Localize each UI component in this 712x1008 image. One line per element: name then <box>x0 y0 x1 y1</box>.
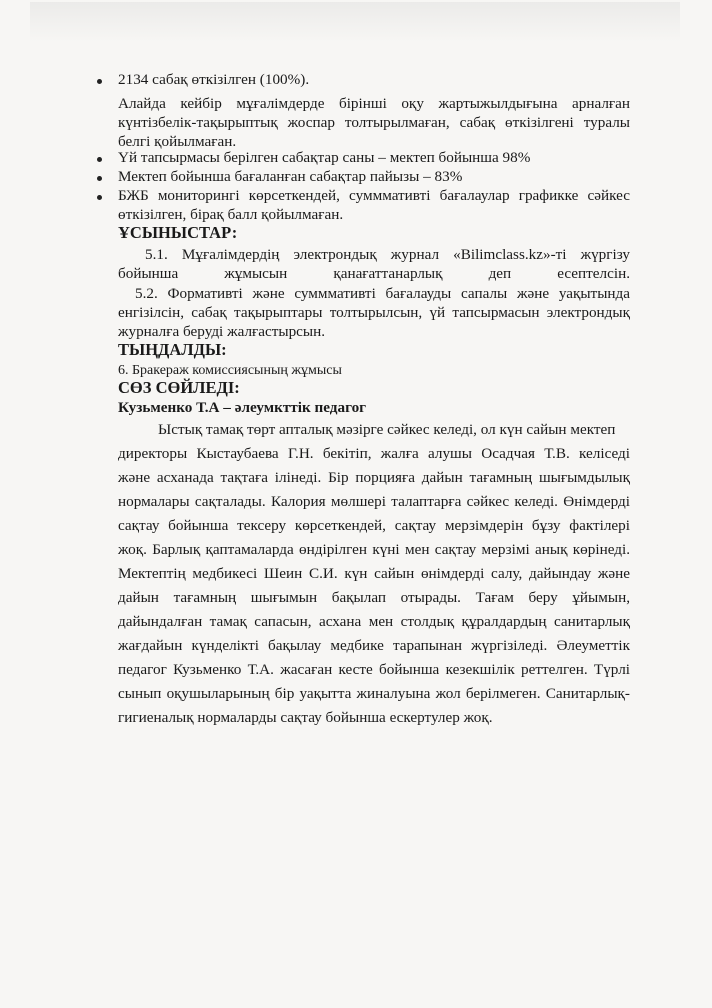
text-line: бойынша жұмысын қанағаттанарлық деп есептелсін. <box>118 265 630 282</box>
text-line: жағдайын күнделікті бақылау медбике тарапынан жүргізіледі. Әлеуметтік <box>118 637 630 654</box>
recommendation-5-1: 5.1. Мұғалімдердің электрондық журнал «Bilimclass.kz»-ті жүргізу <box>145 246 630 263</box>
bullet-graded-lessons: Мектеп бойынша бағаланған сабақтар пайызы – 83% <box>118 168 463 185</box>
bullet-icon <box>97 79 102 84</box>
bullet-homework: Үй тапсырмасы берілген сабақтар саны – мектеп бойынша 98% <box>118 149 531 166</box>
text-line: педагог Кузьменко Т.А. жасаған кесте бойынша кезекшілік реттелген. Түрлі <box>118 661 630 678</box>
bullet-icon <box>97 157 102 162</box>
text-line: журналға беруді жалғастырсын. <box>118 323 326 340</box>
heading-recommendations: ҰСЫНЫСТАР: <box>118 223 238 242</box>
text-line: жоқ. Барлық қаптамаларда өндірілген күні мен сақтау мерзімі анық көрінеді. <box>118 541 630 558</box>
text-line: сақтау бойынша тексеру көрсеткендей, сақтау мерзімдерін бұзу фактілері <box>118 517 630 534</box>
bullet-monitoring: БЖБ мониторингі көрсеткендей, сумммативті бағалаулар графикке сәйкес <box>118 187 630 204</box>
text-line: директоры Кыстаубаева Г.Н. бекітіп, жалға алушы Осадчая Т.В. келіседі <box>118 445 630 462</box>
bullet-icon <box>97 176 102 181</box>
bullet-icon <box>97 195 102 200</box>
text-line: және асханада тақтаға ілінеді. Бір порцияға дайын тағамның шығымдылық <box>118 469 630 486</box>
text-line: дайын тағамның шығымын бақылап отырады. Тағам беру ұйымын, <box>118 589 630 606</box>
text-line: өткізілген, бірақ балл қойылмаған. <box>118 206 344 223</box>
speaker-name: Кузьменко Т.А – әлеумкттік педагог <box>118 399 367 416</box>
text-line: Ыстық тамақ төрт апталық мәзірге сәйкес келеді, ол күн сайын мектеп <box>158 421 616 438</box>
text-line: дайындалған тамақ сапасын, асхана мен столдық құралдардың санитарлық <box>118 613 630 630</box>
text-line: енгізілсін, сабақ тақырыптары толтырылсын, үй тапсырмасын электрондық <box>118 304 630 321</box>
text-line: Мектептің медбикесі Шеин С.И. күн сайын өнімдерді салу, дайындау және <box>118 565 630 582</box>
agenda-item-6: 6. Бракераж комиссиясының жұмысы <box>118 363 342 378</box>
text-line: күнтізбелік-тақырыптық жоспар толтырылмаған, сабақ өткізілгені туралы <box>118 114 630 131</box>
heading-listened: ТЫҢДАЛДЫ: <box>118 340 227 359</box>
text-line: Алайда кейбір мұғалімдерде бірінші оқу жартыжылдығына арналған <box>118 95 630 112</box>
text-line: белгі қойылмаған. <box>118 133 237 150</box>
recommendation-5-2: 5.2. Формативті және сумммативті бағалауды сапалы және уақытында <box>135 285 630 302</box>
heading-spoke: СӨЗ СӨЙЛЕДІ: <box>118 378 240 397</box>
bullet-lessons-conducted: 2134 сабақ өткізілген (100%). <box>118 71 310 88</box>
text-line: нормалары сақталады. Калория мөлшері талаптарға сәйкес келеді. Өнімдерді <box>118 493 630 510</box>
text-line: гигиеналық нормаларды сақтау бойынша ескертулер жоқ. <box>118 709 493 726</box>
text-line: сынып оқушыларының бір уақытта жиналуына жол берілмеген. Санитарлық- <box>118 685 630 702</box>
bleed-through-shadow <box>30 2 680 42</box>
